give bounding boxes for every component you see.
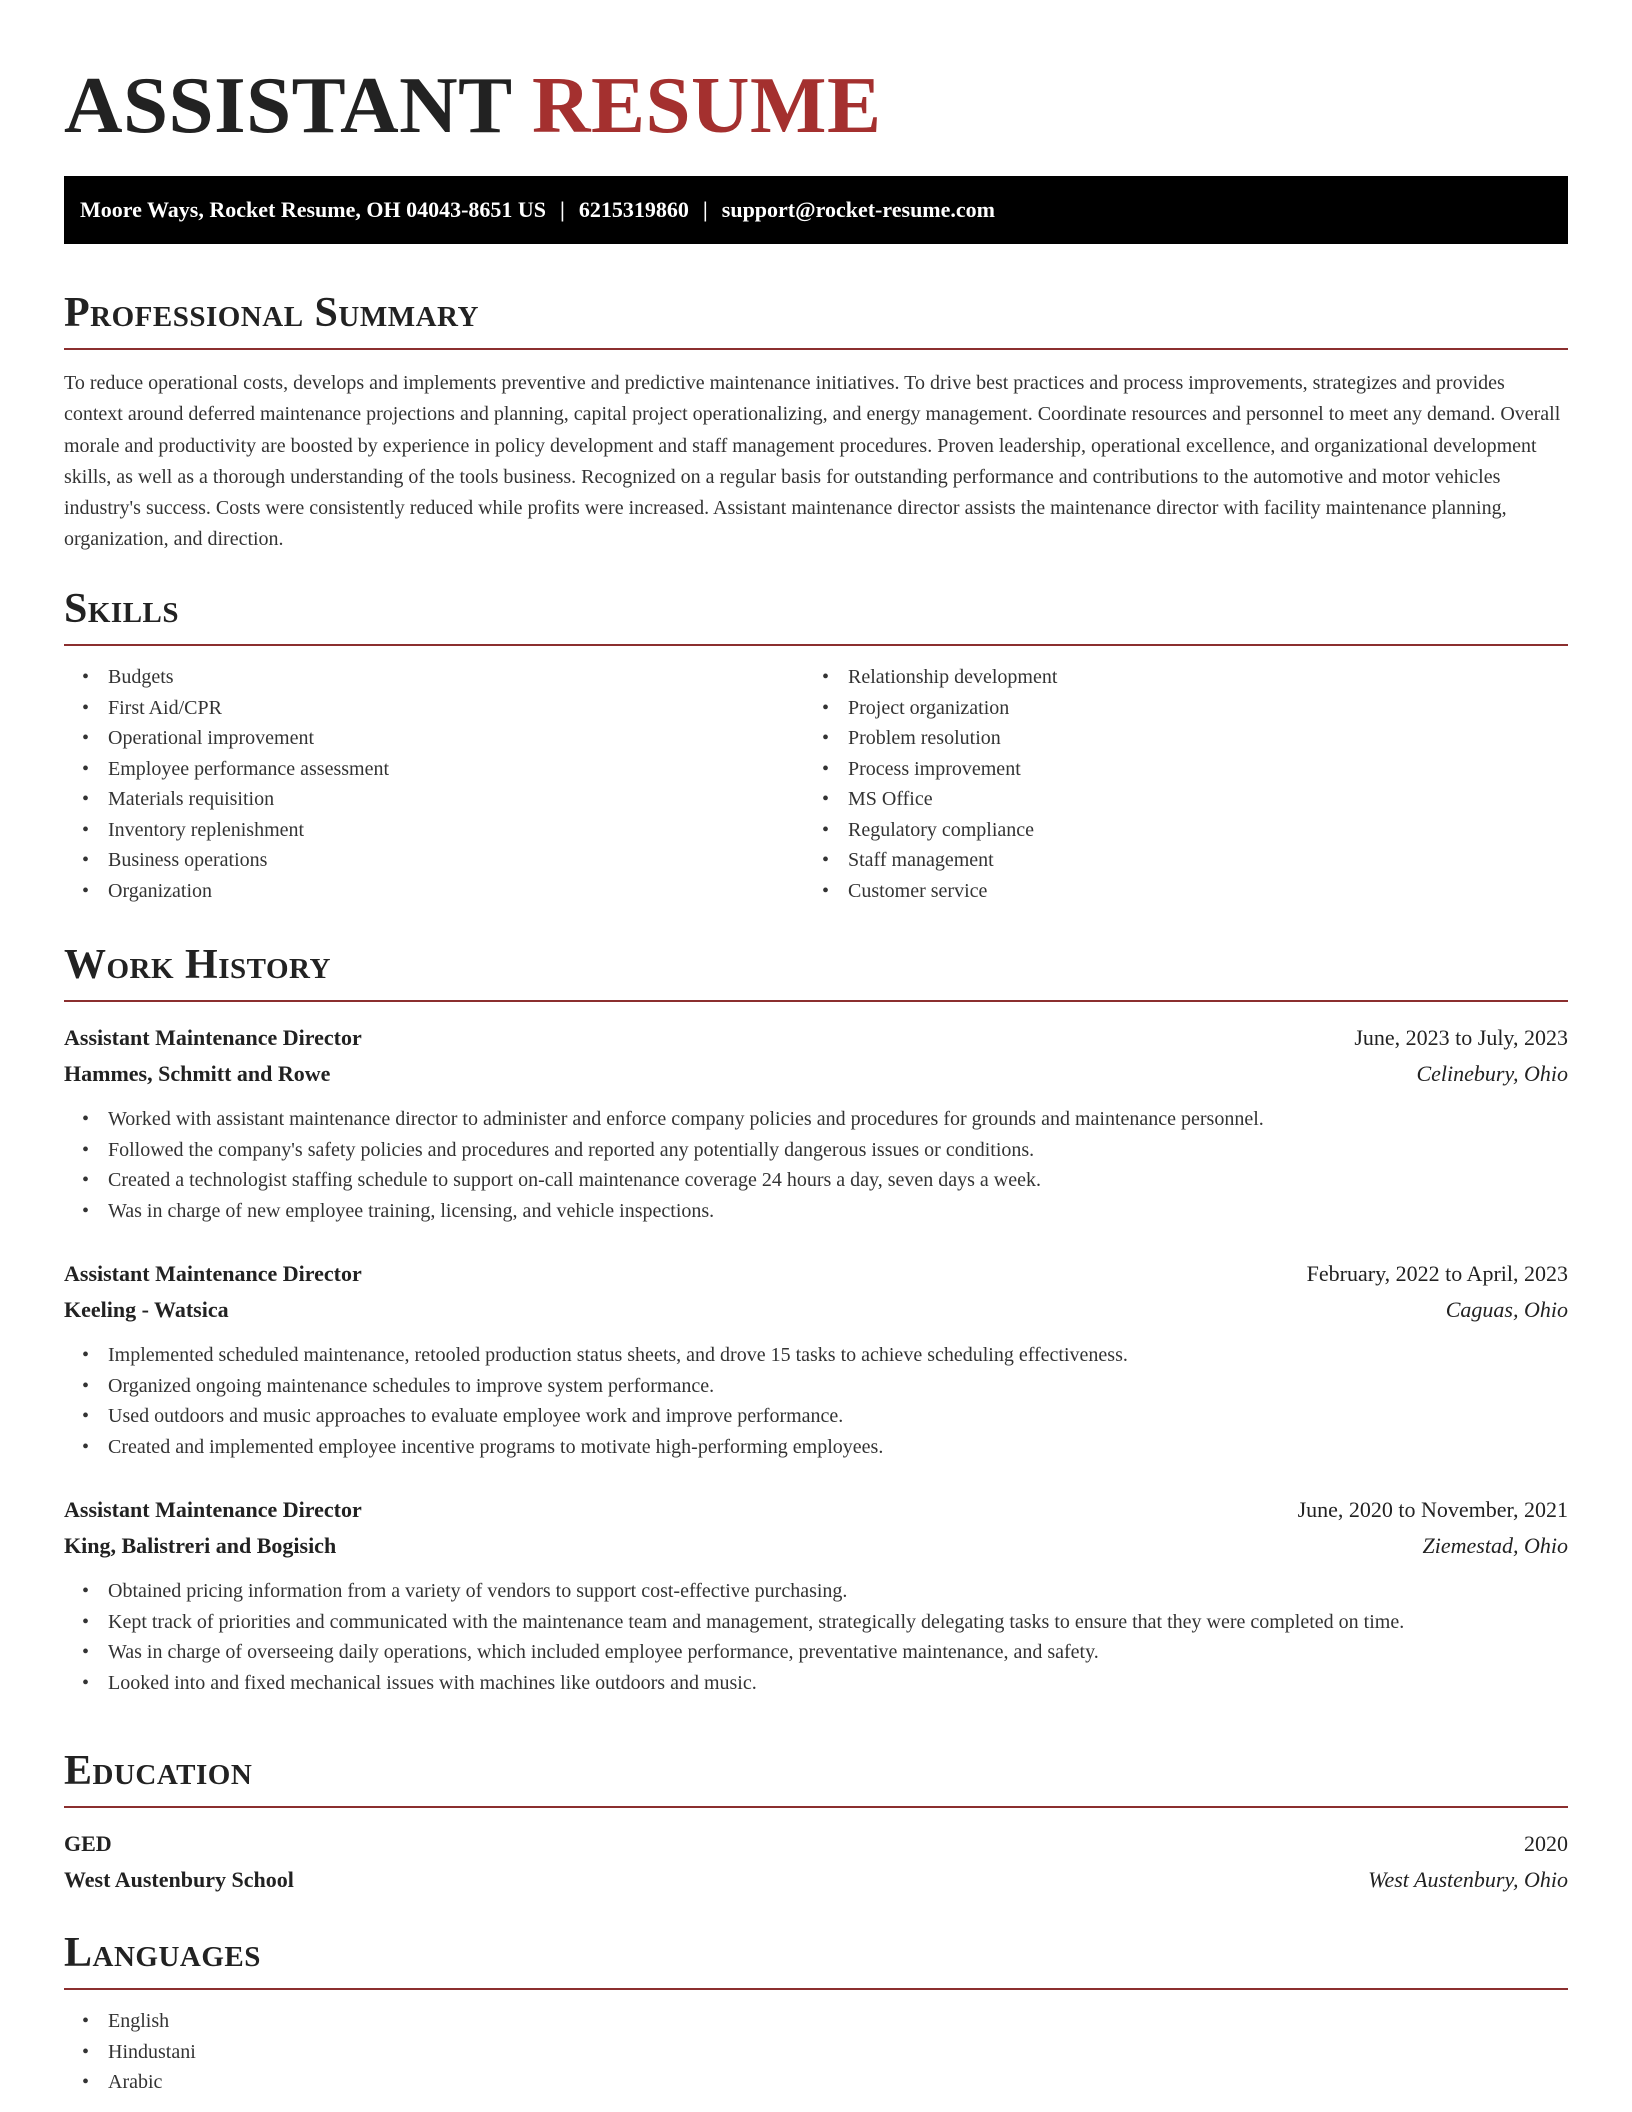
bullet-dot: • xyxy=(82,696,90,719)
job-duty: • Was in charge of new employee training, licensing, and vehicle inspections. xyxy=(64,1196,1568,1227)
education-entry xyxy=(64,1826,1568,1898)
bullet-dot: • xyxy=(822,727,830,749)
resume-page xyxy=(64,0,1568,2093)
skill-item: • Budgets xyxy=(64,662,804,693)
bullet-dot: • xyxy=(822,666,830,688)
job-dates: February, 2022 to April, 2023 xyxy=(1306,1261,1568,1286)
job-duty: • Organized ongoing maintenance schedules to improve system performance. xyxy=(64,1371,1568,1402)
bullet-dot: • xyxy=(822,757,830,780)
work-history-heading: Work History xyxy=(64,942,331,988)
skill-item: • Project organization xyxy=(804,693,1544,724)
summary-section xyxy=(64,288,1568,556)
job-entry xyxy=(64,1256,1568,1462)
bullet-dot: • xyxy=(82,879,90,902)
skills-columns xyxy=(64,662,1568,906)
job-title: Assistant Maintenance Director xyxy=(64,1025,362,1050)
bullet-dot: • xyxy=(82,1610,90,1633)
education-year: 2020 xyxy=(1524,1831,1568,1856)
resume-title xyxy=(64,0,1568,152)
bullet-dot: • xyxy=(82,727,90,749)
bullet-dot: • xyxy=(82,1671,90,1694)
summary-heading: Professional Summary xyxy=(64,290,479,336)
skill-item: • Materials requisition xyxy=(64,784,804,815)
languages-list xyxy=(64,2006,1568,2098)
job-duty: • Kept track of priorities and communicated with the maintenance team and management, strategically delegating tasks to ensure that they were completed on time. xyxy=(64,1607,1568,1638)
job-location: Caguas, Ohio xyxy=(1445,1297,1568,1322)
bullet-dot: • xyxy=(82,1344,90,1366)
skill-item: • Organization xyxy=(64,876,804,907)
job-duties-list xyxy=(64,1576,1568,1698)
bullet-dot: • xyxy=(822,879,830,902)
skills-list-left xyxy=(64,662,804,906)
contact-address: Moore Ways, Rocket Resume, OH 04043-8651 US xyxy=(80,197,547,222)
job-location: Celinebury, Ohio xyxy=(1416,1061,1568,1086)
bullet-dot: • xyxy=(82,666,90,688)
section-divider xyxy=(64,1000,1568,1002)
section-divider xyxy=(64,348,1568,350)
contact-bar xyxy=(64,176,1568,244)
bullet-dot: • xyxy=(82,1138,90,1161)
skill-item: • Relationship development xyxy=(804,662,1544,693)
job-duties-list xyxy=(64,1340,1568,1462)
job-entry xyxy=(64,1020,1568,1226)
bullet-dot: • xyxy=(82,2040,90,2063)
bullet-dot: • xyxy=(82,2010,90,2032)
bullet-dot: • xyxy=(82,1435,90,1458)
skill-item: • Customer service xyxy=(804,876,1544,907)
summary-text: To reduce operational costs, develops and implements preventive and predictive maintenance initiatives. To drive best practices and process improvements, strategizes and provides context around deferred maintenance projections and planning, capital project operationalizing, and energy management. Coordinate resources and personnel to meet any demand. Overall morale and productivity are boosted by experience in policy development and staff management procedures. Proven leadership, operational excellence, and organizational development skills, as well as a thorough understanding of the tools business. Recognized on a regular basis for outstanding performance and contributions to the automotive and motor vehicles industry's success. Costs were consistently reduced while profits were increased. Assistant maintenance director assists the maintenance director with facility maintenance planning, organization, and direction. xyxy=(64,372,1561,551)
job-company: Hammes, Schmitt and Rowe xyxy=(64,1061,331,1086)
skill-item: • Regulatory compliance xyxy=(804,815,1544,846)
job-duty: • Looked into and fixed mechanical issues with machines like outdoors and music. xyxy=(64,1668,1568,1699)
skill-item: • Employee performance assessment xyxy=(64,754,804,785)
education-section xyxy=(64,1746,1568,1898)
bullet-dot: • xyxy=(822,788,830,810)
bullet-dot: • xyxy=(82,757,90,780)
job-duty: • Created a technologist staffing schedule to support on-call maintenance coverage 24 hours a day, seven days a week. xyxy=(64,1165,1568,1196)
contact-separator: | xyxy=(702,197,708,222)
bullet-dot: • xyxy=(82,1199,90,1222)
job-entry xyxy=(64,1492,1568,1698)
job-dates: June, 2020 to November, 2021 xyxy=(1297,1497,1568,1522)
bullet-dot: • xyxy=(82,1108,90,1130)
skill-item: • Inventory replenishment xyxy=(64,815,804,846)
bullet-dot: • xyxy=(82,1169,90,1191)
skill-item: • Business operations xyxy=(64,845,804,876)
skills-list-right xyxy=(804,662,1544,906)
language-item: • Arabic xyxy=(64,2067,1568,2098)
title-word-assistant: ASSISTANT xyxy=(64,60,512,150)
languages-heading: Languages xyxy=(64,1930,261,1976)
education-location: West Austenbury, Ohio xyxy=(1368,1867,1568,1892)
job-company: King, Balistreri and Bogisich xyxy=(64,1533,337,1558)
job-duty: • Followed the company's safety policies and procedures and reported any potentially dangerous issues or conditions. xyxy=(64,1135,1568,1166)
bullet-dot: • xyxy=(822,696,830,719)
languages-section xyxy=(64,1928,1568,2098)
section-divider xyxy=(64,1806,1568,1808)
bullet-dot: • xyxy=(82,2071,90,2093)
job-duty: • Was in charge of overseeing daily operations, which included employee performance, preventative maintenance, and safety. xyxy=(64,1637,1568,1668)
skills-heading: Skills xyxy=(64,586,180,632)
job-duty: • Obtained pricing information from a variety of vendors to support cost-effective purchasing. xyxy=(64,1576,1568,1607)
bullet-dot: • xyxy=(82,818,90,841)
job-title: Assistant Maintenance Director xyxy=(64,1497,362,1522)
bullet-dot: • xyxy=(82,1580,90,1602)
skill-item: • Process improvement xyxy=(804,754,1544,785)
skill-item: • Staff management xyxy=(804,845,1544,876)
education-heading: Education xyxy=(64,1748,253,1794)
section-divider xyxy=(64,644,1568,646)
job-duty: • Used outdoors and music approaches to evaluate employee work and improve performance. xyxy=(64,1401,1568,1432)
contact-separator: | xyxy=(560,197,565,222)
job-location: Ziemestad, Ohio xyxy=(1422,1533,1568,1558)
skills-section xyxy=(64,584,1568,906)
education-school: West Austenbury School xyxy=(64,1867,294,1892)
skill-item: • First Aid/CPR xyxy=(64,693,804,724)
section-divider xyxy=(64,1988,1568,1990)
job-duty: • Worked with assistant maintenance director to administer and enforce company policies and procedures for grounds and maintenance personnel. xyxy=(64,1104,1568,1135)
job-title: Assistant Maintenance Director xyxy=(64,1261,362,1286)
language-item: • Hindustani xyxy=(64,2037,1568,2068)
job-duties-list xyxy=(64,1104,1568,1226)
bullet-dot: • xyxy=(82,788,90,810)
bullet-dot: • xyxy=(82,849,90,871)
skill-item: • Operational improvement xyxy=(64,723,804,754)
job-duty: • Created and implemented employee incentive programs to motivate high-performing employees. xyxy=(64,1432,1568,1463)
education-degree: GED xyxy=(64,1831,112,1856)
bullet-dot: • xyxy=(82,1405,90,1427)
language-item: • English xyxy=(64,2006,1568,2037)
skill-item: • MS Office xyxy=(804,784,1544,815)
contact-phone[interactable]: 6215319860 xyxy=(578,197,689,222)
skill-item: • Problem resolution xyxy=(804,723,1544,754)
job-dates: June, 2023 to July, 2023 xyxy=(1354,1025,1568,1050)
bullet-dot: • xyxy=(822,818,830,841)
job-company: Keeling - Watsica xyxy=(64,1297,229,1322)
work-history-section xyxy=(64,940,1568,1698)
title-word-resume: RESUME xyxy=(531,60,882,150)
bullet-dot: • xyxy=(82,1641,90,1663)
bullet-dot: • xyxy=(822,849,830,871)
job-duty: • Implemented scheduled maintenance, retooled production status sheets, and drove 15 tasks to achieve scheduling effectiveness. xyxy=(64,1340,1568,1371)
bullet-dot: • xyxy=(82,1374,90,1397)
contact-email[interactable]: support@rocket-resume.com xyxy=(721,197,995,222)
